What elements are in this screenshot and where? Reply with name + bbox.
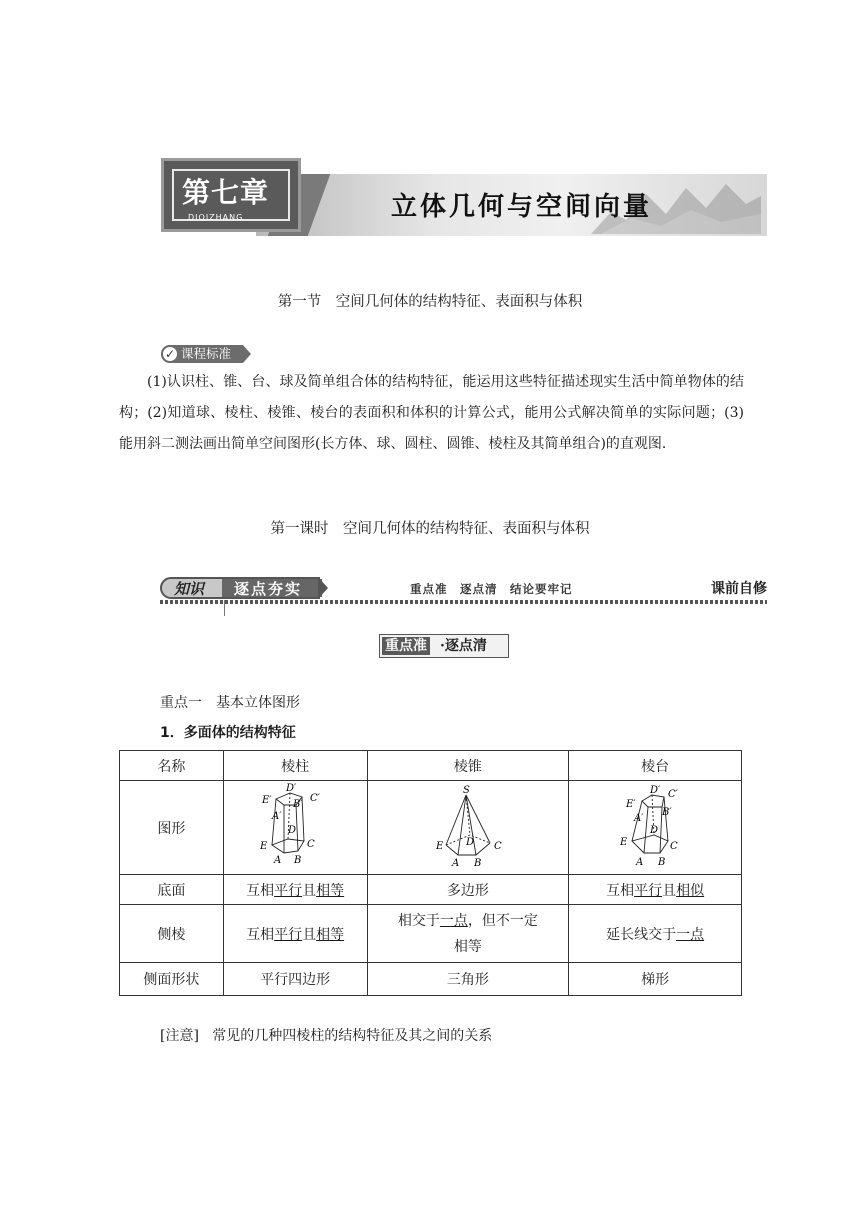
sub-heading: 1．多面体的结构特征 [160, 725, 296, 741]
row-label-figure: 图形 [120, 781, 224, 875]
dashed-divider [160, 600, 767, 604]
table-header-prism: 棱柱 [223, 751, 367, 781]
knowledge-tab-left: 知识 [174, 580, 205, 598]
figure-label: D [465, 836, 474, 848]
prism-edge-cell: 互相平行且相等 [223, 905, 367, 963]
figure-label: D′ [286, 782, 297, 794]
figure-label: B [473, 857, 482, 869]
knowledge-right-label: 课前自修 [711, 581, 767, 597]
figure-label: C [307, 838, 315, 850]
row-label-face: 侧面形状 [120, 963, 224, 996]
key-point-stamp [379, 634, 509, 658]
figure-label: B [658, 856, 666, 868]
figure-label: C′ [668, 788, 679, 800]
prism-figure-cell [223, 781, 367, 875]
pyramid-figure-cell [367, 781, 569, 875]
knowledge-subtitle: 重点准 逐点清 结论要牢记 [410, 582, 573, 596]
table-row [120, 905, 742, 963]
table-header-pyramid: 棱锥 [367, 751, 569, 781]
figure-label: E′ [262, 794, 272, 806]
knowledge-tab-right: 逐点夯实 [234, 580, 303, 598]
figure-label: E [260, 840, 268, 852]
prism-face-cell: 平行四边形 [223, 963, 367, 996]
lesson-title: 第一课时 空间几何体的结构特征、表面积与体积 [270, 521, 590, 537]
table-row [120, 963, 742, 996]
note-line [160, 1025, 492, 1045]
figure-label: A′ [634, 812, 644, 824]
pyramid-diagram [418, 783, 518, 869]
table-header-frustum: 棱台 [569, 751, 742, 781]
polyhedron-table [119, 750, 742, 996]
frustum-diagram [610, 783, 700, 869]
row-label-base: 底面 [120, 875, 224, 905]
key-point-heading: 重点一 基本立体图形 [160, 695, 300, 711]
figure-label: C [493, 840, 502, 852]
course-standard-label: 课程标准 [161, 345, 243, 363]
figure-label: A [636, 856, 644, 868]
figure-label: B [294, 854, 302, 866]
checkmark-icon: ✓ [161, 345, 179, 363]
note-text: 常见的几种四棱柱的结构特征及其之间的关系 [212, 1028, 493, 1044]
prism-base-cell: 互相平行且相等 [223, 875, 367, 905]
figure-label: S [462, 784, 470, 796]
chapter-badge [161, 158, 301, 232]
course-standard-tag [161, 343, 249, 365]
figure-label: D [288, 824, 297, 836]
prism-diagram [250, 783, 340, 869]
frustum-figure-cell [569, 781, 742, 875]
figure-label: D′ [650, 784, 661, 796]
section-title: 第一节 空间几何体的结构特征、表面积与体积 [277, 294, 583, 310]
chapter-pinyin: DIQIZHANG [188, 213, 244, 222]
figure-label: D [650, 824, 659, 836]
pyramid-edge-cell: 相交于一点，但不一定 相等 [367, 905, 569, 963]
figure-label: E′ [626, 798, 636, 810]
figure-label: A [451, 857, 460, 869]
course-standard-text: (1)认识柱、锥、台、球及简单组合体的结构特征，能运用这些特征描述现实生活中简单物体的结构；(2)知道球、棱柱、棱锥、棱台的表面积和体积的计算公式，能用公式解决简单的实际问题；(3)能用斜二测法画出简单空间图形(长方体、球、圆柱、圆锥、棱柱及其简单组合)的直观图． [119, 374, 744, 452]
figure-label: E [620, 836, 628, 848]
figure-label: C′ [310, 792, 321, 804]
chapter-banner [161, 158, 767, 238]
table-row [120, 875, 742, 905]
knowledge-bar [160, 577, 767, 615]
frustum-edge-cell: 延长线交于一点 [569, 905, 742, 963]
knowledge-tab [160, 577, 320, 599]
chapter-number: 第七章 [182, 176, 270, 209]
figure-label: E [435, 840, 444, 852]
chapter-title: 立体几何与空间向量 [391, 192, 653, 222]
table-row [120, 751, 742, 781]
pyramid-face-cell: 三角形 [367, 963, 569, 996]
figure-label: A [274, 854, 282, 866]
stamp-left: 重点准 [382, 637, 430, 655]
figure-label: B′ [662, 806, 672, 818]
figure-label: B′ [293, 798, 303, 810]
table-row [120, 781, 742, 875]
row-label-edge: 侧棱 [120, 905, 224, 963]
frustum-face-cell: 梯形 [569, 963, 742, 996]
frustum-base-cell: 互相平行且相似 [569, 875, 742, 905]
pyramid-base-cell: 多边形 [367, 875, 569, 905]
figure-label: C [670, 840, 678, 852]
stamp-right: ·逐点清 [440, 638, 487, 654]
note-label: [注意] [160, 1028, 199, 1044]
table-header-name: 名称 [120, 751, 224, 781]
figure-label: A′ [272, 810, 282, 822]
